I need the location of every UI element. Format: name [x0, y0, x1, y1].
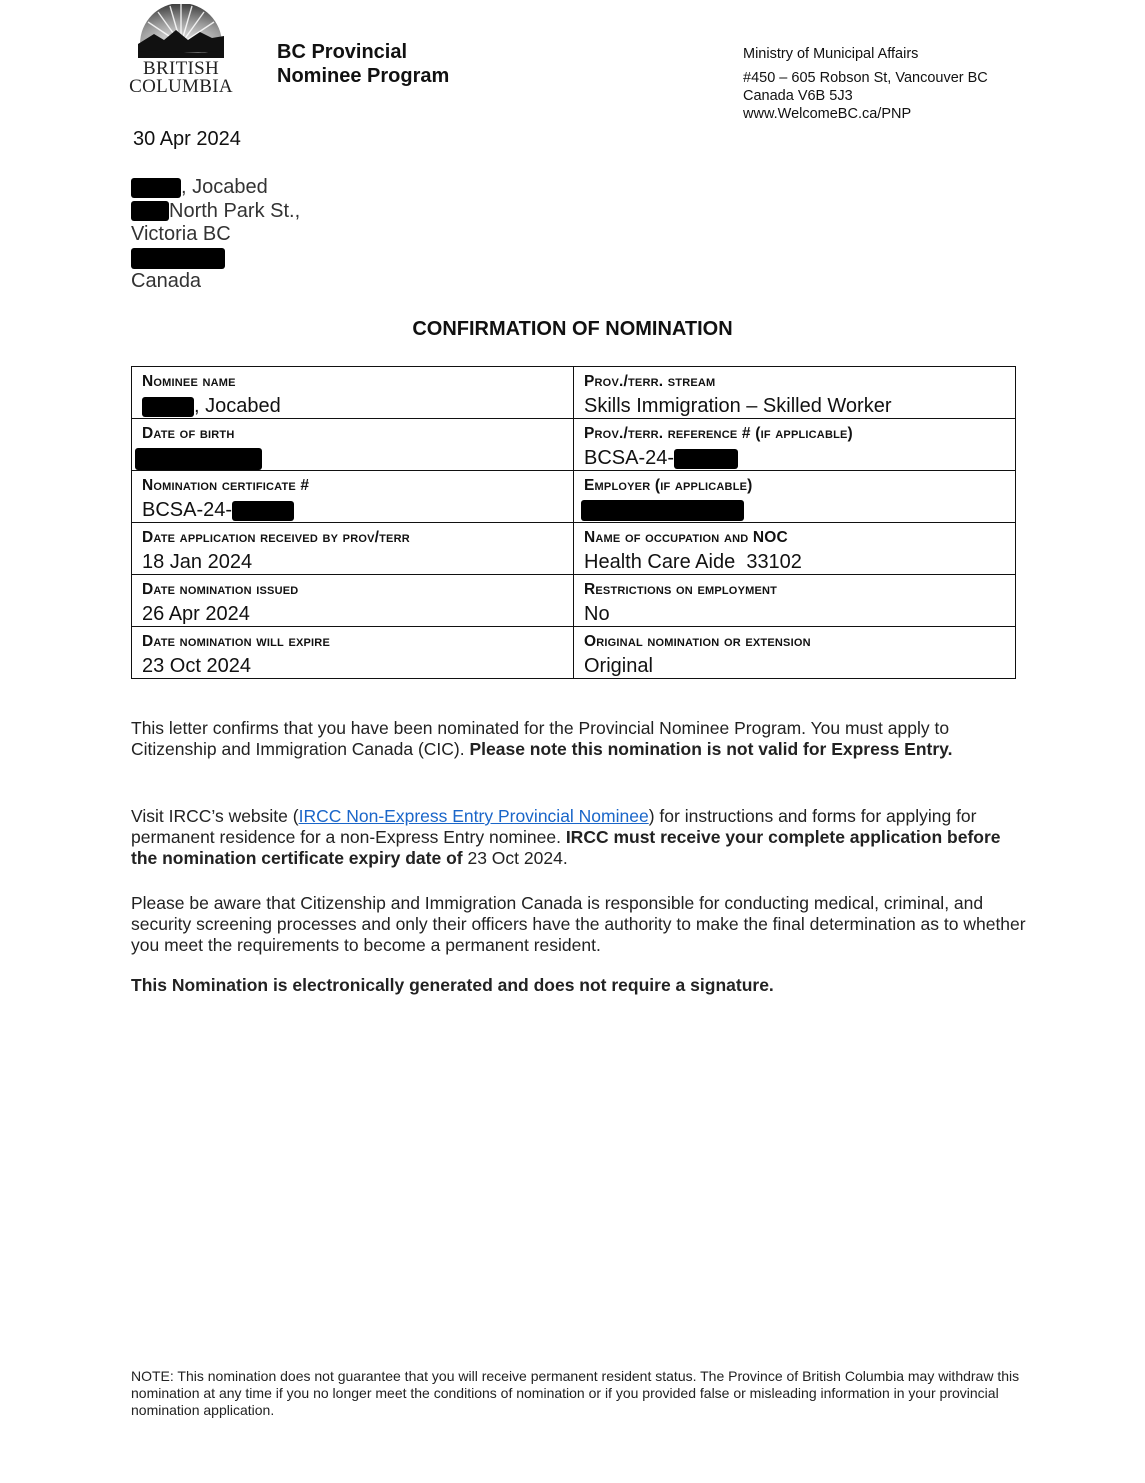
ministry-website: www.WelcomeBC.ca/PNP [743, 106, 912, 122]
redaction [142, 397, 194, 417]
reference-label: Prov./terr. reference # (if applicable) [584, 425, 853, 442]
nomination-table [131, 366, 1016, 679]
dob-label: Date of birth [142, 425, 235, 442]
recipient-postal-line [131, 247, 300, 271]
issued-label: Date nomination issued [142, 581, 299, 598]
redaction [131, 178, 181, 198]
table-cell [132, 471, 574, 523]
restrictions-value: No [584, 603, 610, 625]
table-cell [574, 419, 1016, 471]
table-cell [132, 523, 574, 575]
program-name [277, 40, 449, 88]
recipient-name: , Jocabed [181, 176, 268, 198]
table-cell [132, 575, 574, 627]
program-line-1: BC Provincial [277, 41, 408, 63]
received-label: Date application received by prov/terr [142, 529, 410, 546]
table-cell [574, 523, 1016, 575]
restrictions-label: Restrictions on employment [584, 581, 778, 598]
paragraph-confirmation [131, 718, 1031, 760]
issued-value: 26 Apr 2024 [142, 603, 250, 625]
ministry-address-line-1: #450 – 605 Robson St, Vancouver BC [743, 70, 988, 86]
employer-value-line [584, 499, 1005, 522]
paragraph-ircc [131, 806, 1031, 869]
occupation-value: Health Care Aide 33102 [584, 551, 802, 573]
table-row [132, 523, 1016, 575]
recipient-country: Canada [131, 270, 202, 293]
expire-value: 23 Oct 2024 [142, 655, 251, 677]
recipient-street: North Park St., [169, 199, 301, 222]
stream-label: Prov./terr. stream [584, 373, 716, 390]
table-cell [574, 575, 1016, 627]
redaction [131, 248, 225, 269]
certificate-value-line [142, 499, 563, 522]
table-row [132, 471, 1016, 523]
table-cell [132, 367, 574, 419]
ministry-name: Ministry of Municipal Affairs [743, 46, 919, 62]
recipient-name-line [131, 176, 300, 200]
logo-text-columbia: COLUMBIA [129, 76, 233, 97]
paragraph-ircc-pre: Visit IRCC’s website ( [131, 806, 299, 826]
nominee-name-value-line [142, 395, 563, 418]
received-value: 18 Jan 2024 [142, 551, 253, 573]
footer-note: NOTE: This nomination does not guarantee that you will receive permanent resident status. The Province of British Columbia may withdraw this nomination at any time if you no longer meet the conditions of nomination or if you provided false or misleading information in your provincial nomination application. [131, 1368, 1020, 1418]
recipient-address [131, 176, 300, 294]
nominee-name-value: , Jocabed [194, 395, 281, 417]
certificate-label: Nomination certificate # [142, 477, 310, 494]
table-cell [132, 627, 574, 679]
table-row [132, 419, 1016, 471]
ministry-address-block [743, 45, 988, 123]
program-line-2: Nominee Program [277, 65, 450, 87]
redaction [674, 449, 738, 469]
certificate-prefix: BCSA-24- [142, 499, 233, 521]
bc-sun-mountains-icon [128, 4, 234, 60]
stream-value: Skills Immigration – Skilled Worker [584, 395, 892, 417]
dob-value-line [142, 447, 563, 470]
reference-prefix: BCSA-24- [584, 447, 675, 469]
logo-text-british: BRITISH [143, 58, 219, 79]
occupation-label: Name of occupation and NOC [584, 529, 788, 546]
expire-label: Date nomination will expire [142, 633, 330, 650]
express-entry-warning: Please note this nomination is not valid for Express Entry. [469, 739, 953, 759]
ministry-address-line-2: Canada V6B 5J3 [743, 88, 853, 104]
ircc-deadline-bold: IRCC must receive your complete application before the nomination certificate expiry date of [131, 827, 1001, 868]
paragraph-confirmation-text: This letter confirms that you have been nominated for the Provincial Nominee Program. You must apply to Citizenship and Immigration Canada (CIC). [131, 718, 950, 759]
table-row [132, 627, 1016, 679]
letter-date: 30 Apr 2024 [133, 128, 241, 150]
table-cell [574, 367, 1016, 419]
paragraph-ircc-post: ) for instructions and forms for applying for permanent residence for a non-Express Entry nominee. [131, 806, 977, 847]
table-cell [574, 471, 1016, 523]
employer-label: Employer (if applicable) [584, 477, 753, 494]
document-title: CONFIRMATION OF NOMINATION [412, 318, 733, 340]
nominee-name-label: Nominee name [142, 373, 236, 390]
original-label: Original nomination or extension [584, 633, 811, 650]
original-value: Original [584, 655, 653, 677]
recipient-city: Victoria BC [131, 223, 231, 246]
redaction [581, 500, 744, 521]
reference-value-line [584, 447, 1005, 470]
ircc-link[interactable]: IRCC Non-Express Entry Provincial Nominee [298, 806, 649, 826]
redaction [131, 201, 169, 221]
paragraph-electronic: This Nomination is electronically generated and does not require a signature. [131, 975, 774, 995]
table-cell [132, 419, 574, 471]
table-row [132, 367, 1016, 419]
table-cell [574, 627, 1016, 679]
redaction [232, 501, 294, 521]
redaction [135, 448, 262, 470]
ircc-deadline-date: 23 Oct 2024. [462, 848, 568, 868]
bc-logo [128, 4, 234, 96]
recipient-street-line [131, 200, 300, 224]
table-row [132, 575, 1016, 627]
paragraph-screening: Please be aware that Citizenship and Immigration Canada is responsible for conducting medical, criminal, and security screening processes and only their officers have the authority to make the final determination as to whether you meet the requirements to become a permanent resident. [131, 893, 1026, 955]
